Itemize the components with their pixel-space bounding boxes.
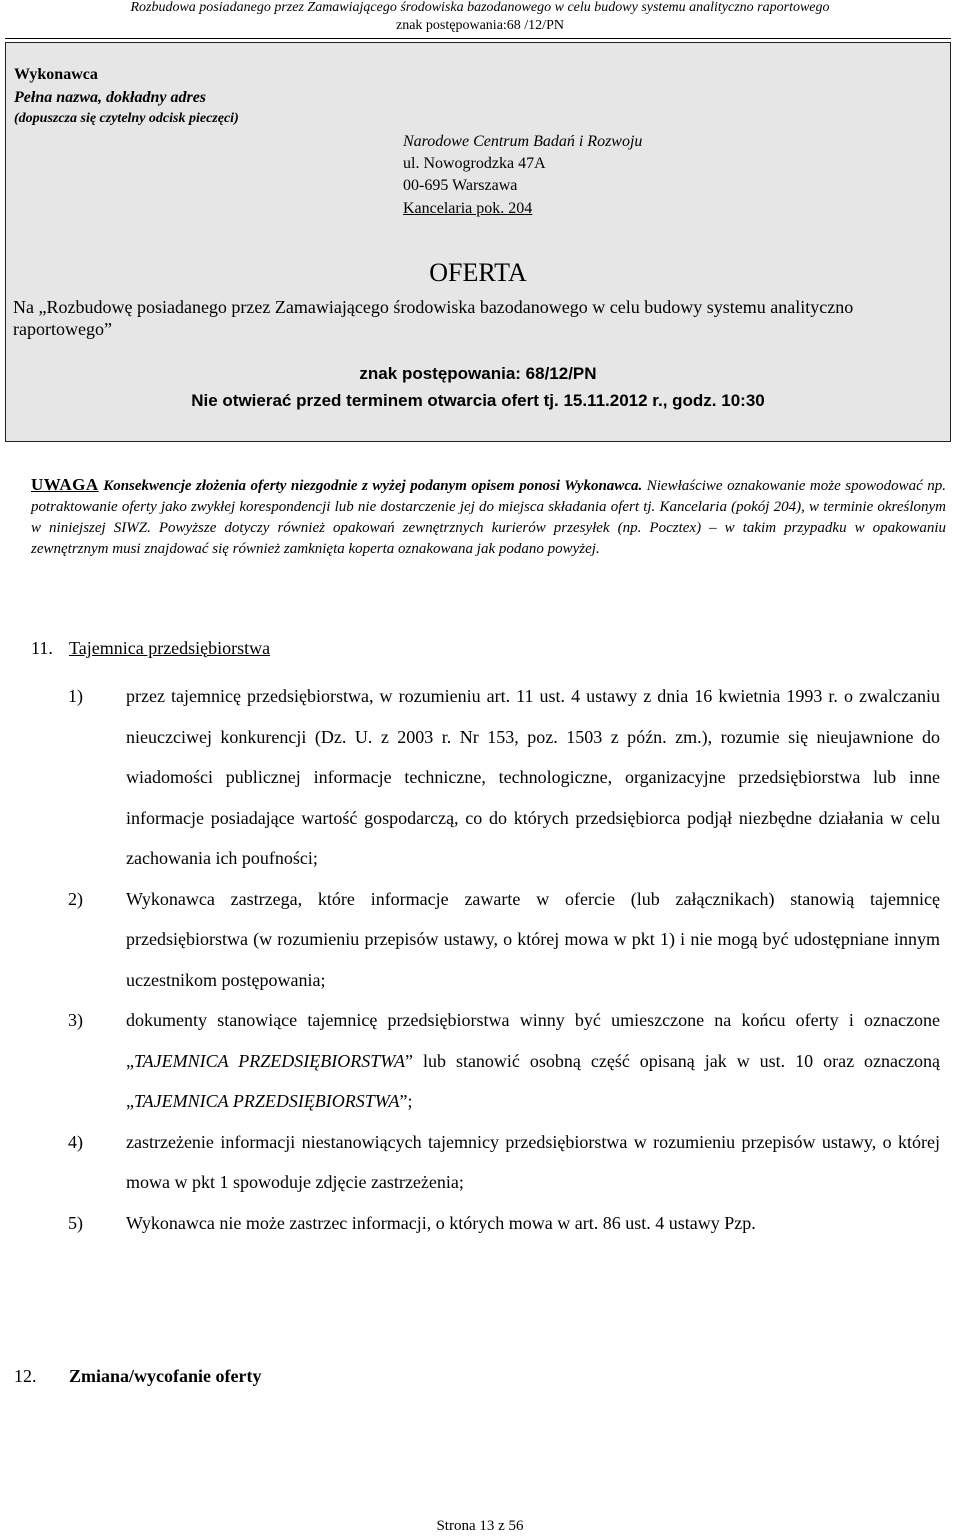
warning-text-2: Niewłaściwe oznakowanie może spowodować np. potraktowanie oferty jako zwykłej korespondencji lub nie dostarczenie jej do miejsca składania ofert tj. Kancelaria (pokój 204), w terminie określonym w niniejszej SIWZ. Powyższe dotyczy również opakowań zewnętrznych kurierów przesyłek (np. Pocztex) – w takim przypadku w opakowaniu zewnętrznym musi znajdować się również zamknięta koperta oznakowana jak podano powyżej. [31,478,947,557]
running-header-ref: znak postępowania:68 /12/PN [396,18,564,33]
list-item [68,1203,940,1244]
section-12-number: 12. [14,1366,37,1386]
list-item-text: dokumenty stanowiące tajemnicę przedsiębiorstwa winny być umieszczone na końcu oferty i oznaczone „TAJEMNICA PRZEDSIĘBIORSTWA” lub stanowić osobną część opisaną jak w ust. 10 oraz oznaczoną „TAJEMNICA PRZEDSIĘBIORSTWA”; [126,1010,940,1111]
list-item [68,1122,940,1203]
list-item [68,1000,940,1122]
trade-secret-list [68,676,940,1243]
recipient-city: 00-695 Warszawa [403,177,518,194]
list-item-text: Wykonawca zastrzega, które informacje zawarte w ofercie (lub załącznikach) stanowią tajemnicę przedsiębiorstwa (w rozumieniu przepisów ustawy, o której mowa w pkt 1) i nie mogą być udostępniane innym uczestnikom postępowania; [126,888,940,990]
list-item-text: zastrzeżenie informacji niestanowiących tajemnicy przedsiębiorstwa w rozumieniu przepisów ustawy, o której mowa w pkt 1 spowoduje zdjęcie zastrzeżenia; [126,1131,940,1192]
offer-subject: Na „Rozbudowę posiadanego przez Zamawiającego środowiska bazodanowego w celu budowy systemu analityczno raportowego” [13,297,854,339]
full-name-label: Pełna nazwa, dokładny adres [14,89,207,106]
list-item [68,676,940,879]
list-item-number: 2) [68,888,83,909]
list-item-number: 5) [68,1212,83,1233]
offer-title: OFERTA [429,258,527,287]
section-11-title: Tajemnica przedsiębiorstwa [69,638,271,658]
list-item-number: 4) [68,1131,83,1152]
marking-phrase: TAJEMNICA PRZEDSIĘBIORSTWA [134,1050,406,1071]
list-item-number: 3) [68,1010,83,1030]
recipient-street: ul. Nowogrodzka 47A [403,155,546,172]
list-item [68,879,940,1001]
list-item-text: przez tajemnicę przedsiębiorstwa, w rozumieniu art. 11 ust. 4 ustawy z dnia 16 kwietnia 1993 r. o zwalczaniu nieuczciwej konkurencji (Dz. U. z 2003 r. Nr 153, poz. 1503 z późn. zm.), rozumie się nieujawnione do wiadomości publicznej informacje techniczne, technologiczne, organizacyjne przedsiębiorstwa lub inne informacje posiadające wartość gospodarczą, co do których przedsiębiorca podjął niezbędne działania w celu zachowania ich poufności; [126,686,940,868]
warning-label: UWAGA [31,475,99,494]
section-11-number: 11. [31,638,53,658]
list-item-number: 1) [68,686,83,706]
procedure-reference: znak postępowania: 68/12/PN [359,364,597,383]
list-item-text: Wykonawca nie może zastrzec informacji, o których mowa w art. 86 ust. 4 ustawy Pzp. [126,1212,756,1233]
warning-paragraph [31,474,946,560]
recipient-name: Narodowe Centrum Badań i Rozwoju [403,133,643,150]
warning-text-1: Konsekwencje złożenia oferty niezgodnie z wyżej podanym opisem ponosi Wykonawca. [103,478,643,494]
recipient-office: Kancelaria pok. 204 [403,200,533,217]
section-12-title: Zmiana/wycofanie oferty [69,1366,262,1386]
contractor-label: Wykonawca [14,66,98,83]
stamp-note: (dopuszcza się czytelny odcisk pieczęci) [14,111,239,126]
marking-phrase: TAJEMNICA PRZEDSIĘBIORSTWA [134,1091,400,1111]
running-header-title: Rozbudowa posiadanego przez Zamawiającego środowiska bazodanowego w celu budowy systemu analityczno raportowego [130,0,830,15]
do-not-open-notice: Nie otwierać przed terminem otwarcia ofert tj. 15.11.2012 r., godz. 10:30 [191,391,765,410]
header-divider [5,38,951,39]
page-number: Strona 13 z 56 [436,1518,524,1534]
